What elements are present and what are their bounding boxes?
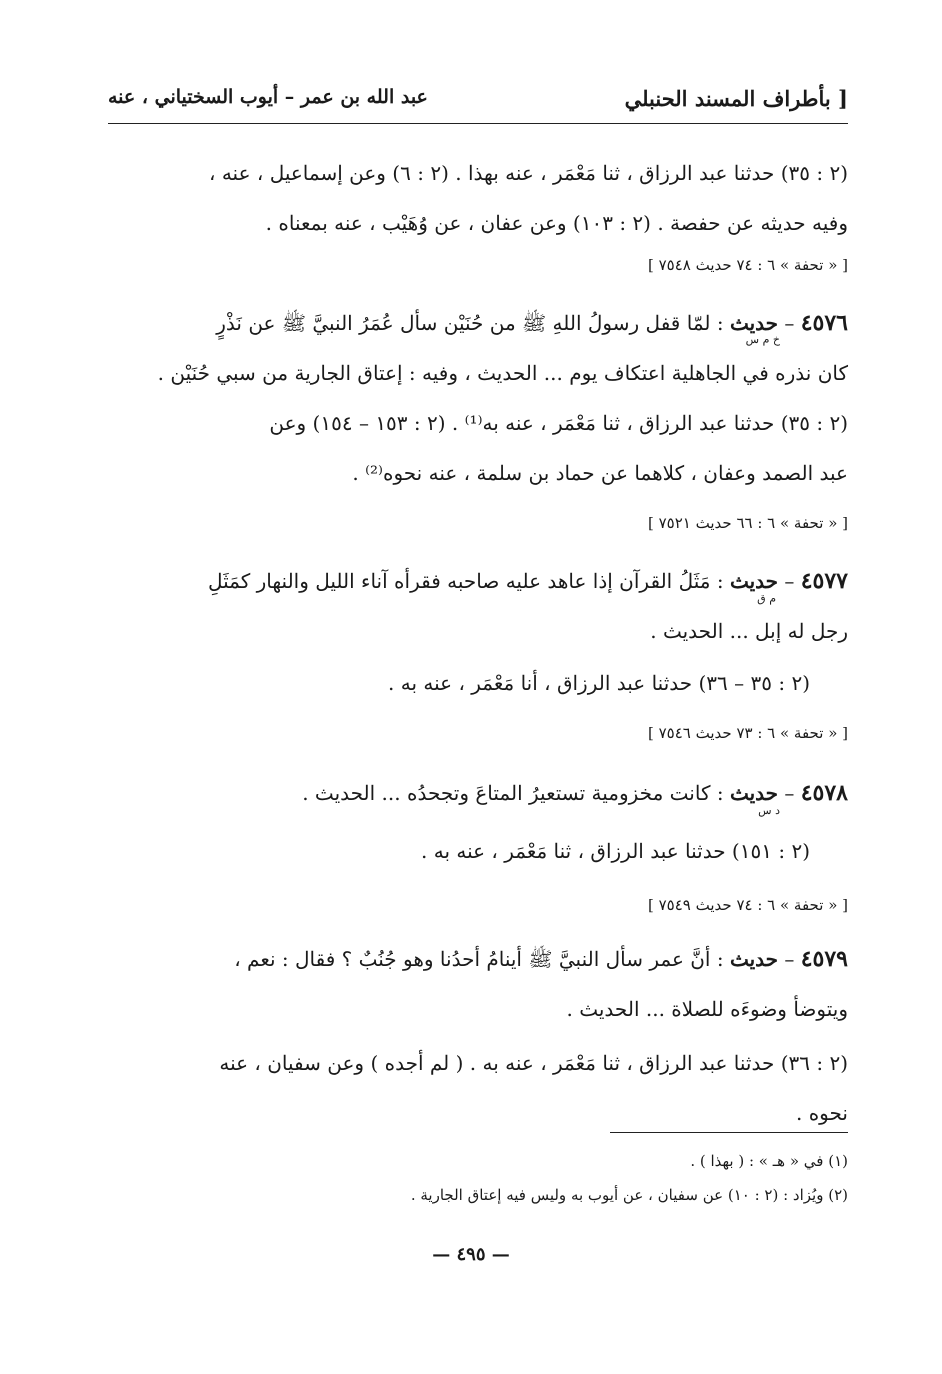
footnote-rule	[610, 1132, 848, 1133]
isnad-paragraph	[108, 1038, 848, 1138]
text-line: نحوه .	[795, 1101, 848, 1125]
text-line: ٤٥٧٨ – حديث : كانت مخزومية تستعيرُ المتاعَ وتجحدُه ... الحديث .	[302, 780, 848, 806]
isnad-paragraph	[108, 658, 848, 708]
text-line: ٤٥٧٧ – حديث : مَثَلُ القرآن إذا عاهد عليه صاحبه فقرأه آناء الليل والنهار كمَثَلِ	[207, 568, 848, 594]
hadith-symbols: خ م س	[745, 333, 780, 346]
hadith-label: حديث	[729, 569, 779, 593]
hadith-symbols: د س	[758, 804, 780, 817]
hadith-entry	[108, 934, 848, 1034]
hadith-text: : كانت مخزومية تستعيرُ المتاعَ وتجحدُه ... الحديث .	[302, 781, 724, 805]
isnad-paragraph	[108, 148, 848, 248]
tuhfa-reference: [ « تحفة » ٦ : ٦٦ حديث ٧٥٢١ ]	[647, 514, 848, 532]
text-line: وفيه حديثه عن حفصة . (٢ : ١٠٣) وعن عفان ، عن وُهَيْب ، عنه بمعناه .	[265, 211, 848, 235]
text-line: رجل له إبل ... الحديث .	[650, 619, 848, 643]
hadith-entry	[108, 768, 848, 818]
text-line: (٢ : ٣٦) حدثنا عبد الرزاق ، ثنا مَعْمَر ، عنه به . ( لم أجده ) وعن سفيان ، عنه	[219, 1051, 848, 1075]
text-line: ٤٥٧٩ – حديث : أنَّ عمر سأل النبيَّ ﷺ أينامُ أحدُنا وهو جُنُبٌ ؟ فقال : نعم ،	[234, 946, 848, 972]
footnote: (٢) ويُزاد : (٢ : ١٠) عن سفيان ، عن أيوب به وليس فيه إعتاق الجارية .	[410, 1186, 848, 1204]
running-title: بأطراف المسند الحنبلي ]	[624, 86, 848, 111]
text-line: عبد الصمد وعفان ، كلاهما عن حماد بن سلمة ، عنه نحوه⁽²⁾ .	[352, 461, 848, 485]
tuhfa-reference: [ « تحفة » ٦ : ٧٣ حديث ٧٥٤٦ ]	[647, 724, 848, 742]
hadith-number: ٤٥٧٨	[800, 780, 848, 806]
hadith-number: ٤٥٧٩	[800, 946, 848, 972]
tuhfa-reference: [ « تحفة » ٦ : ٧٤ حديث ٧٥٤٨ ]	[647, 256, 848, 274]
text-line: ويتوضأ وضوءَه للصلاة ... الحديث .	[566, 997, 848, 1021]
header-rule	[108, 123, 848, 124]
isnad-paragraph	[108, 398, 848, 498]
text-line: (٢ : ٣٥ – ٣٦) حدثنا عبد الرزاق ، أنا مَعْمَر ، عنه به .	[388, 671, 810, 695]
hadith-text: : لمّا قفل رسولُ اللهِ ﷺ من حُنَيْن سأل عُمَرُ النبيَّ ﷺ عن نَذْرٍ	[216, 311, 724, 335]
hadith-label: حديث	[729, 947, 779, 971]
hadith-label: حديث	[729, 781, 779, 805]
text-line: (٢ : ١٥١) حدثنا عبد الرزاق ، ثنا مَعْمَر ، عنه به .	[421, 839, 810, 863]
isnad-paragraph	[108, 826, 848, 876]
hadith-entry	[108, 298, 848, 398]
text-line: (٢ : ٣٥) حدثنا عبد الرزاق ، ثنا مَعْمَر ، عنه بهذا . (٢ : ٦) وعن إسماعيل ، عنه ،	[209, 161, 848, 185]
page-header	[108, 86, 848, 120]
section-title: عبد الله بن عمر – أيوب السختياني ، عنه	[108, 86, 428, 108]
text-line: (٢ : ٣٥) حدثنا عبد الرزاق ، ثنا مَعْمَر ، عنه به⁽¹⁾ . (٢ : ١٥٣ – ١٥٤) وعن	[269, 411, 848, 435]
text-line: ٤٥٧٦ – حديث : لمّا قفل رسولُ اللهِ ﷺ من حُنَيْن سأل عُمَرُ النبيَّ ﷺ عن نَذْرٍ	[216, 310, 848, 336]
hadith-text: : أنَّ عمر سأل النبيَّ ﷺ أينامُ أحدُنا وهو جُنُبٌ ؟ فقال : نعم ،	[234, 947, 724, 971]
hadith-text: : مَثَلُ القرآن إذا عاهد عليه صاحبه فقرأه آناء الليل والنهار كمَثَلِ	[207, 569, 724, 593]
hadith-symbols: م ق	[757, 592, 776, 605]
hadith-number: ٤٥٧٧	[800, 568, 848, 594]
tuhfa-reference: [ « تحفة » ٦ : ٧٤ حديث ٧٥٤٩ ]	[647, 896, 848, 914]
page-number: — ٤٩٥ —	[432, 1244, 510, 1265]
footnote: (١) في « هـ » : ( بهذا ) .	[690, 1152, 848, 1170]
hadith-entry	[108, 556, 848, 656]
text-line: كان نذره في الجاهلية اعتكاف يوم ... الحديث ، وفيه : إعتاق الجارية من سبي حُنَيْن .	[157, 361, 848, 385]
hadith-number: ٤٥٧٦	[800, 310, 848, 336]
hadith-label: حديث	[729, 311, 779, 335]
